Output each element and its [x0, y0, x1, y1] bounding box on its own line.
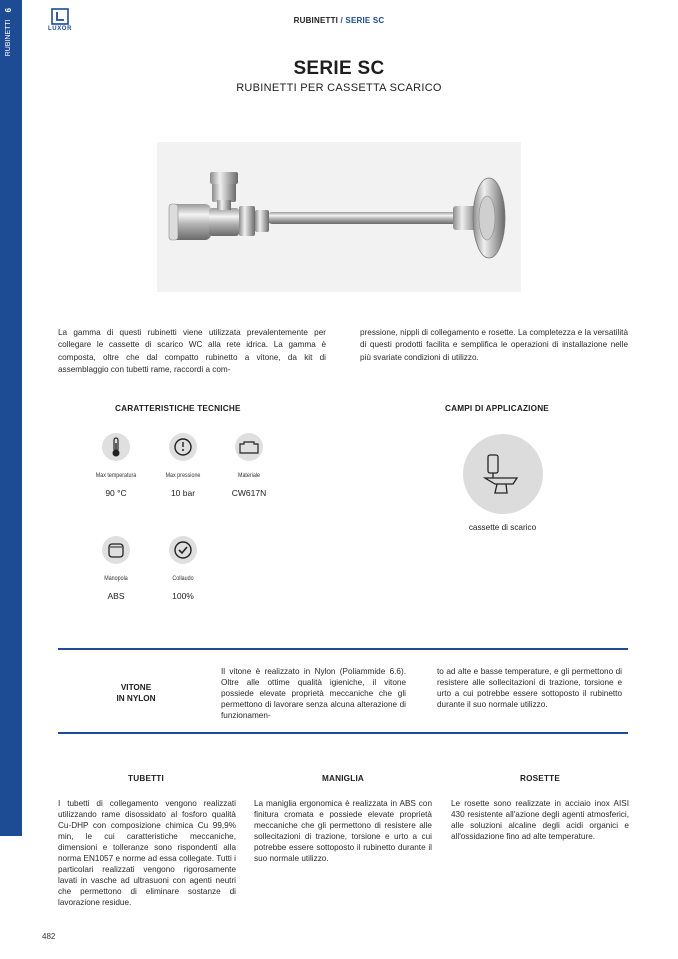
chapter-number: 6	[4, 8, 13, 13]
intro-text-left: La gamma di questi rubinetti viene utilizzata prevalentemente per collegare le cassette di scarico WC alla rete idrica. La gamma è composta, oltre che dal compatto rubinetto a vitone, da kit di assemblaggio con tubetti rame, raccordi a com-	[58, 328, 326, 375]
feature-value: CW617N	[231, 488, 267, 498]
vitone-title	[96, 682, 176, 704]
intro-text-right: pressione, nippli di collegamento e rosette. La completezza e la versatilità di questi prodotti facilita e semplifica le operazioni di installazione nelle più svariate condizioni di utilizzo.	[360, 328, 628, 362]
rosette-text: Le rosette sono realizzate in acciaio inox AISI 430 resistente all'azione degli agenti atmosferici, alle soluzioni alcaline degli acidi organici e all'ossidazione fino ad alte temperature.	[451, 799, 629, 841]
vitone-title-line2: IN NYLON	[116, 694, 156, 703]
feature-value: 100%	[172, 591, 194, 601]
rosette-heading: ROSETTE	[519, 774, 561, 783]
check-icon	[169, 536, 197, 564]
logo-text: LUXOR	[48, 26, 72, 32]
material-icon	[235, 433, 263, 461]
thermometer-icon	[102, 433, 130, 461]
page-subtitle: RUBINETTI PER CASSETTA SCARICO	[236, 82, 442, 94]
breadcrumb-current: SERIE SC	[345, 16, 385, 25]
applications-heading: CAMPI DI APPLICAZIONE	[445, 404, 549, 413]
feature-material	[219, 433, 279, 498]
feature-value: 90 °C	[105, 488, 127, 498]
feature-max-temperature	[86, 433, 146, 498]
tubetti-text: I tubetti di collegamento vengono realizzati utilizzando rame disossidato al fosforo qualità Cu-DHP con composizione chimica Cu 99,9% min, le cui caratteristiche meccaniche, dimensioni e tolleranze sono rispondenti alla norma EN1057 e norme ad essa collegate. Tutti i particolari realizzati vengono rigorosamente lavati in vasche ad ultrasuoni con agenti neutri che permettono di eliminare sostanze di lavorazione residue.	[58, 799, 236, 907]
application-caption: cassette di scarico	[468, 523, 537, 532]
maniglia-text: La maniglia ergonomica è realizzata in ABS con finitura cromata e possiede elevate proprietà meccaniche che gli permettono di resistere alle sollecitazioni di trazione, torsione e urto a cui potrebbe essere sottoposto il rubinetto durante il suo normale utilizzo.	[254, 799, 432, 863]
toilet-icon	[463, 434, 543, 514]
feature-value: 10 bar	[170, 488, 196, 498]
feature-testing	[153, 536, 213, 601]
vitone-title-line1: VITONE	[120, 683, 152, 692]
feature-label: Manopola	[104, 575, 128, 582]
maniglia-heading: MANIGLIA	[321, 774, 365, 783]
divider-top	[58, 648, 628, 650]
vitone-text-col2: to ad alte e basse temperature, e gli permettono di resistere alle sollecitazioni di trazione, torsione e urto a cui potrebbe essere sottoposto il rubinetto durante il suo normale utilizzo.	[437, 667, 622, 709]
application-circle	[463, 434, 543, 514]
feature-label: Collaudo	[172, 575, 194, 582]
page-title: SERIE SC	[293, 58, 385, 79]
divider-bottom	[58, 732, 628, 734]
feature-value: ABS	[107, 591, 125, 601]
chapter-label-text: RUBINETTI	[5, 19, 12, 57]
angle-valve-illustration	[157, 142, 521, 292]
feature-label: Materiale	[237, 472, 261, 479]
vitone-text-col1: Il vitone è realizzato in Nylon (Poliammide 6.6). Oltre alle ottime qualità igieniche, il vitone possiede elevate proprietà meccaniche che gli permettono di lavorare senza alcuna alterazione di funzionamen-	[221, 667, 406, 720]
pressure-gauge-icon	[169, 433, 197, 461]
feature-handle	[86, 536, 146, 601]
features-heading: CARATTERISTICHE TECNICHE	[115, 404, 241, 413]
breadcrumb-section: RUBINETTI	[293, 16, 339, 25]
handle-icon	[102, 536, 130, 564]
feature-max-pressure	[153, 433, 213, 498]
feature-label: Max temperatura	[95, 472, 137, 479]
page-number: 482	[42, 932, 56, 941]
breadcrumb-separator: /	[340, 16, 343, 25]
tubetti-heading: TUBETTI	[128, 774, 164, 783]
product-photo	[157, 142, 521, 292]
chapter-sidebar	[0, 0, 22, 836]
feature-label: Max pressione	[165, 472, 201, 479]
breadcrumb	[0, 16, 678, 25]
